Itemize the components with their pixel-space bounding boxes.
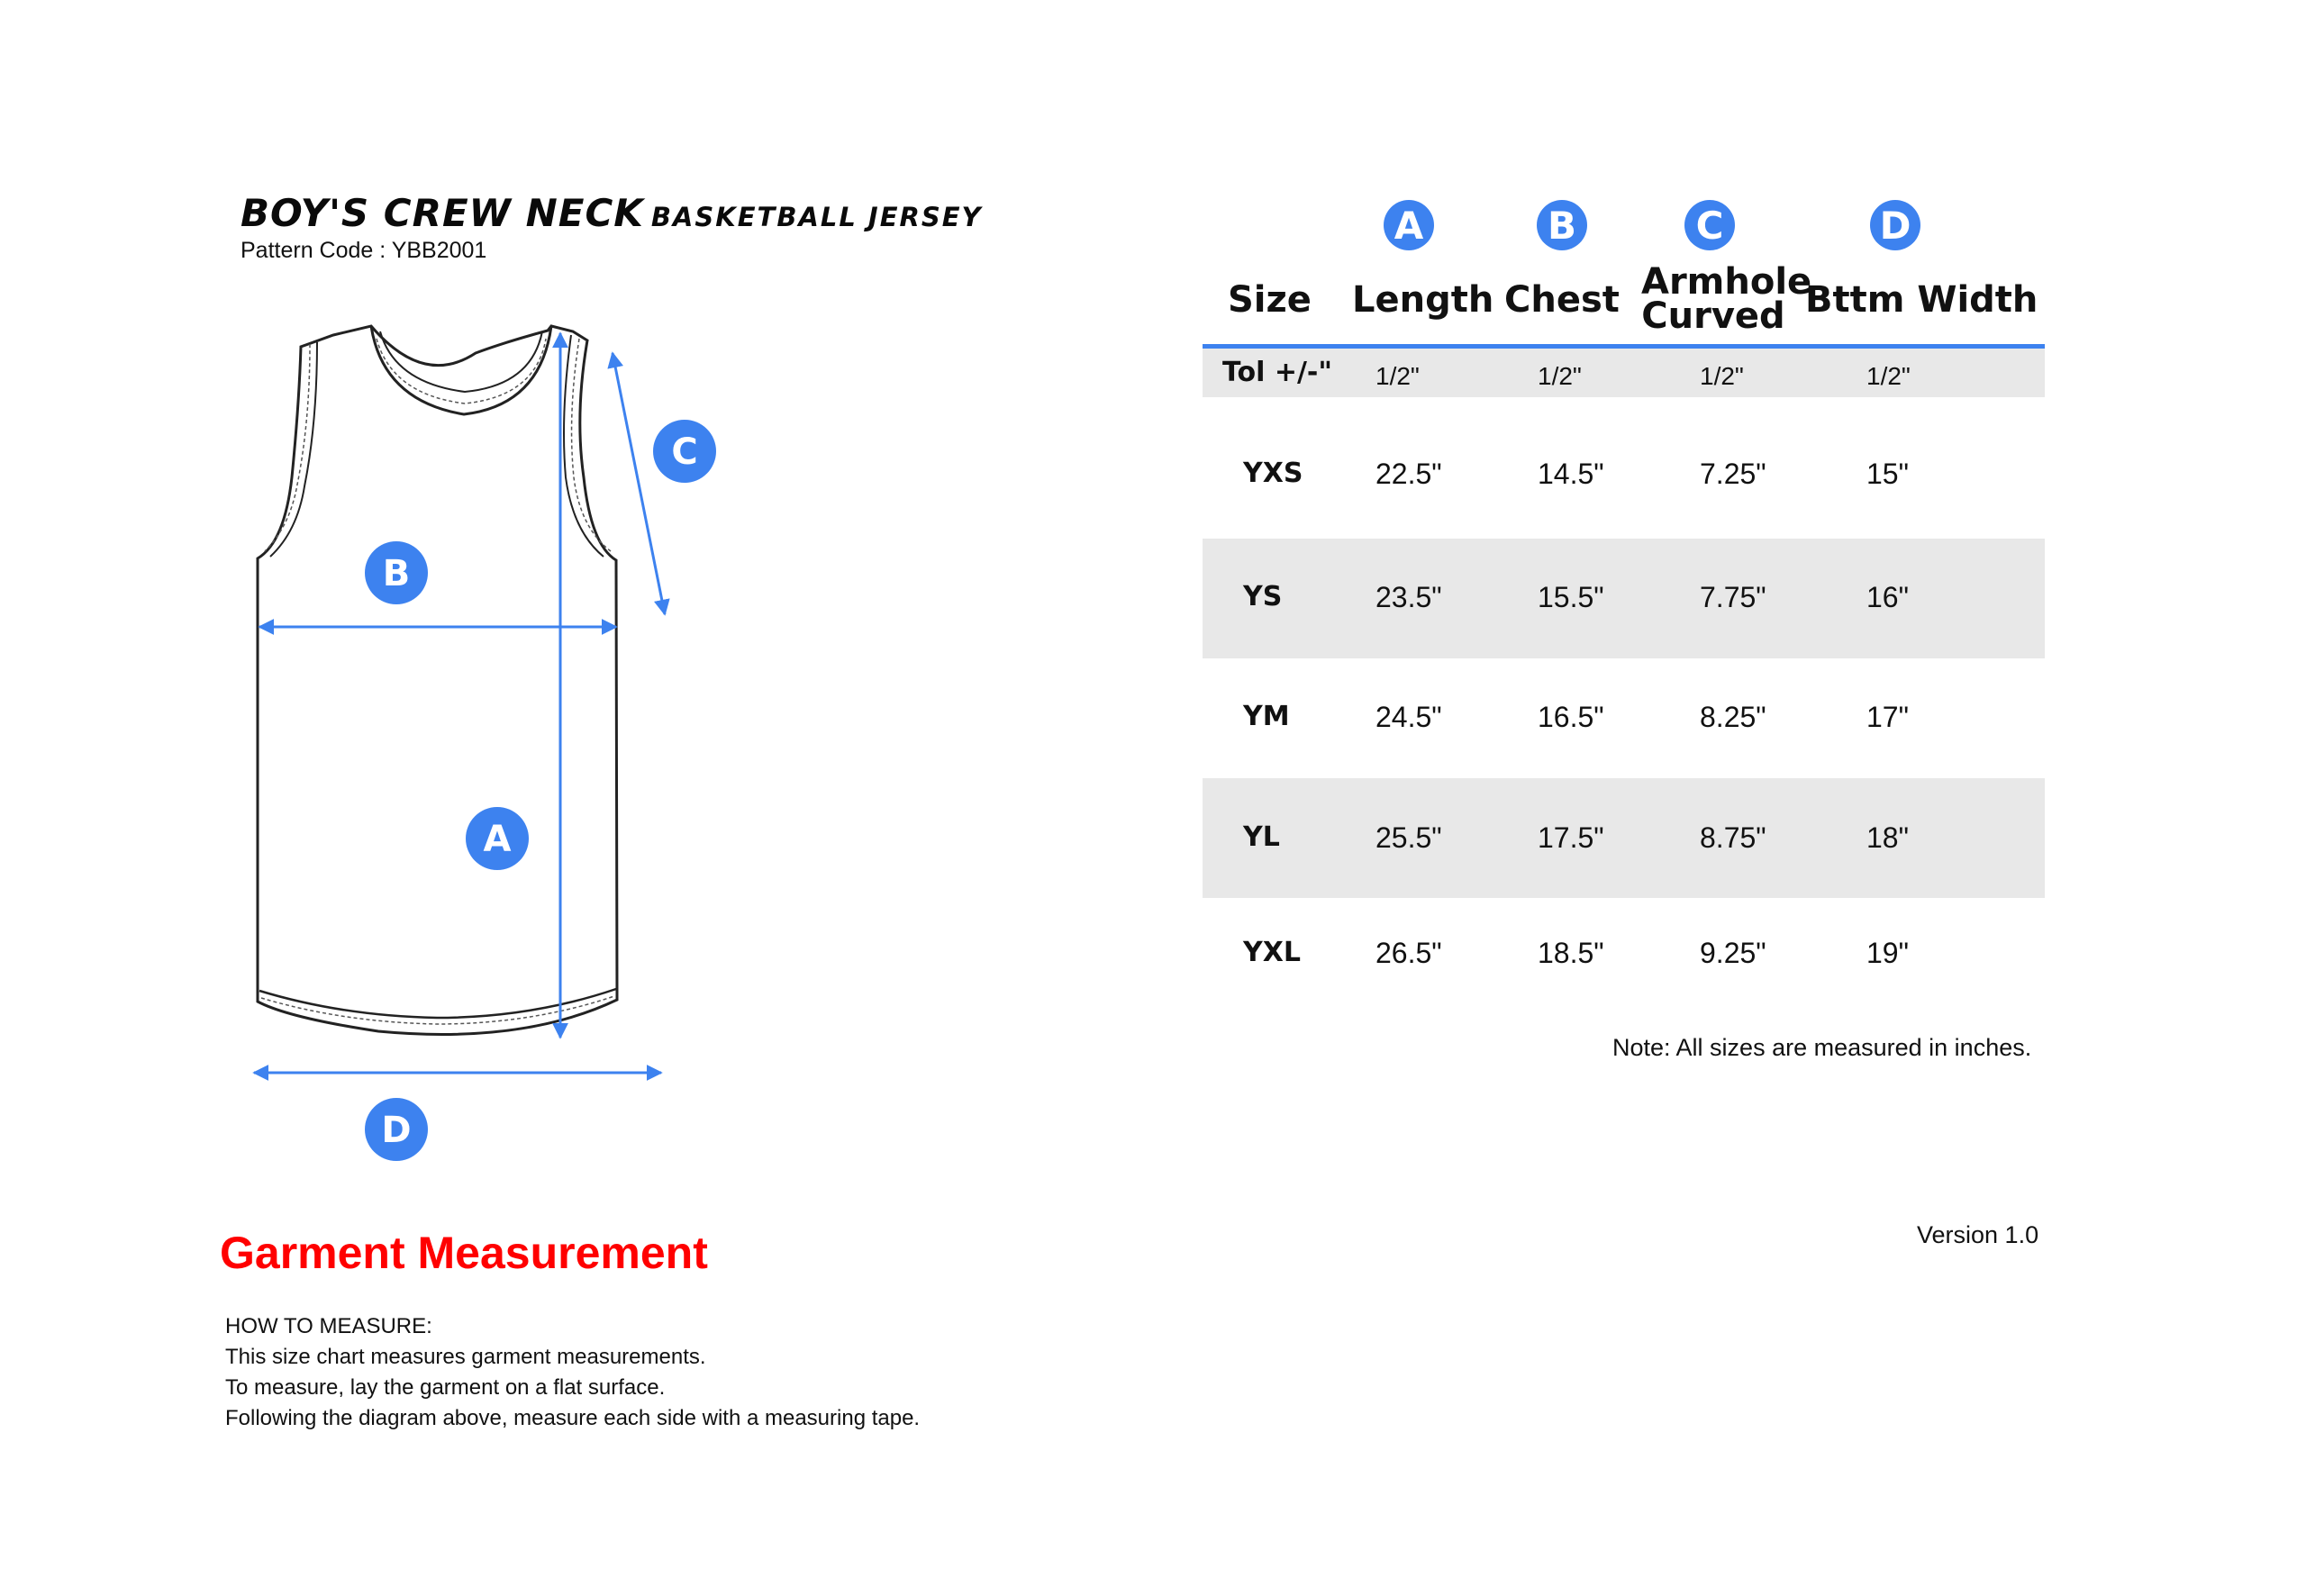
cell-armhole: 8.75" xyxy=(1700,821,1766,854)
svg-text:C: C xyxy=(671,431,698,473)
cell-armhole: 9.25" xyxy=(1700,937,1766,969)
svg-text:A: A xyxy=(483,819,512,860)
garment-measurement-title: Garment Measurement xyxy=(220,1228,708,1278)
header-badge-a: A xyxy=(1384,200,1434,250)
cell-chest: 15.5" xyxy=(1538,581,1604,613)
badge-d xyxy=(365,1098,428,1161)
jersey-diagram xyxy=(234,306,739,1180)
measurement-note: Note: All sizes are measured in inches. xyxy=(1612,1034,2032,1061)
svg-text:B: B xyxy=(382,553,411,594)
header-size: Size xyxy=(1228,279,1312,321)
how-to-line: Following the diagram above, measure each side with a measuring tape. xyxy=(225,1406,921,1430)
svg-text:D: D xyxy=(381,1110,412,1151)
row-size-yxs: YXS xyxy=(1243,458,1303,489)
cell-armhole: 7.25" xyxy=(1700,458,1766,490)
how-to-line: This size chart measures garment measurements. xyxy=(225,1345,706,1369)
badge-a xyxy=(466,807,529,870)
header-armhole-line2: Curved xyxy=(1641,295,1785,337)
cell-bottom: 17" xyxy=(1866,701,1909,733)
cell-chest: 14.5" xyxy=(1538,458,1604,490)
header-armhole xyxy=(1641,261,1812,337)
cell-bottom: 19" xyxy=(1866,937,1909,969)
cell-chest: 17.5" xyxy=(1538,821,1604,854)
tolerance-length: 1/2" xyxy=(1375,362,1420,390)
header-bottom-width: Bttm Width xyxy=(1805,279,2038,321)
header-armhole-line1: Armhole xyxy=(1641,261,1812,303)
cell-armhole: 8.25" xyxy=(1700,701,1766,733)
header-badge-c: C xyxy=(1684,200,1735,250)
tolerance-chest: 1/2" xyxy=(1538,362,1582,390)
row-size-ym: YM xyxy=(1243,701,1290,732)
cell-length: 24.5" xyxy=(1375,701,1442,733)
row-size-yxl: YXL xyxy=(1243,937,1301,968)
badge-b xyxy=(365,541,428,604)
row-band-yl xyxy=(1203,778,2045,898)
header-length: Length xyxy=(1352,279,1494,321)
how-to-measure xyxy=(225,1311,920,1434)
header-chest: Chest xyxy=(1504,279,1620,321)
jersey-illustration xyxy=(234,306,739,1180)
product-title xyxy=(241,191,983,235)
header-badge-b: B xyxy=(1537,200,1587,250)
size-table xyxy=(1203,191,2045,969)
badge-c xyxy=(653,420,716,483)
armhole-measure-line xyxy=(613,353,665,614)
row-band-ys xyxy=(1203,539,2045,658)
header-badge-d: D xyxy=(1870,200,1920,250)
cell-bottom: 15" xyxy=(1866,458,1909,490)
product-title-main: BOY'S CREW NECK xyxy=(241,191,644,235)
cell-bottom: 16" xyxy=(1866,581,1909,613)
cell-length: 26.5" xyxy=(1375,937,1442,969)
product-title-sub: BASKETBALL JERSEY xyxy=(650,202,983,232)
cell-chest: 18.5" xyxy=(1538,937,1604,969)
row-size-yl: YL xyxy=(1243,821,1280,853)
cell-length: 25.5" xyxy=(1375,821,1442,854)
tolerance-armhole: 1/2" xyxy=(1700,362,1744,390)
row-size-ys: YS xyxy=(1243,581,1283,612)
cell-chest: 16.5" xyxy=(1538,701,1604,733)
pattern-code: Pattern Code : YBB2001 xyxy=(241,238,487,263)
how-to-line: HOW TO MEASURE: xyxy=(225,1314,432,1338)
tolerance-label: Tol +/-" xyxy=(1222,357,1332,388)
cell-length: 23.5" xyxy=(1375,581,1442,613)
tolerance-bottom: 1/2" xyxy=(1866,362,1911,390)
version-label: Version 1.0 xyxy=(1917,1221,2039,1248)
cell-length: 22.5" xyxy=(1375,458,1442,490)
cell-bottom: 18" xyxy=(1866,821,1909,854)
how-to-line: To measure, lay the garment on a flat surface. xyxy=(225,1375,666,1400)
cell-armhole: 7.75" xyxy=(1700,581,1766,613)
